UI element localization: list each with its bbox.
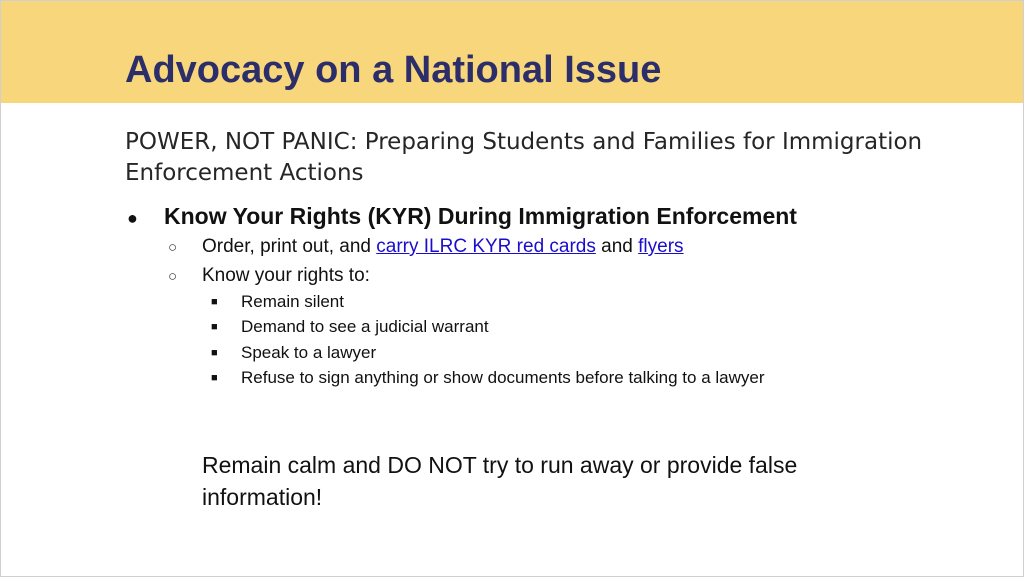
filled-circle-bullet-icon: ● [127,208,138,228]
hollow-circle-bullet-icon: ○ [168,268,178,285]
right-item-text: Demand to see a judicial warrant [241,317,489,336]
main-bullet-text: Know Your Rights (KYR) During Immigration Enforcement [164,203,797,229]
slide-title: Advocacy on a National Issue [125,49,662,91]
right-item [211,315,489,339]
sub-bullet-know-rights [168,263,370,290]
right-item-text: Speak to a lawyer [241,343,377,362]
square-bullet-icon: ■ [211,347,218,359]
main-bullet [127,201,797,233]
flyers-link[interactable]: flyers [638,236,684,257]
hollow-circle-bullet-icon: ○ [168,239,178,256]
warning-note: Remain calm and DO NOT try to run away or provide false information! [202,452,798,510]
sub-bullet-order-middle: and [595,236,639,257]
right-item [211,290,344,314]
right-item-text: Refuse to sign anything or show documents before talking to a lawyer [241,368,765,387]
sub-bullet-order-prefix: Order, print out, and [202,236,377,257]
right-item [211,366,765,390]
square-bullet-icon: ■ [211,321,218,333]
sub-bullet-know-rights-text: Know your rights to: [202,265,370,286]
square-bullet-icon: ■ [211,372,218,384]
right-item [211,341,376,365]
red-cards-link[interactable]: carry ILRC KYR red cards [376,236,596,257]
sub-bullet-order [168,234,684,261]
right-item-text: Remain silent [241,292,344,311]
square-bullet-icon: ■ [211,296,218,308]
slide-subtitle: POWER, NOT PANIC: Preparing Students and Families for Immigration Enforcement Actions [125,129,923,186]
